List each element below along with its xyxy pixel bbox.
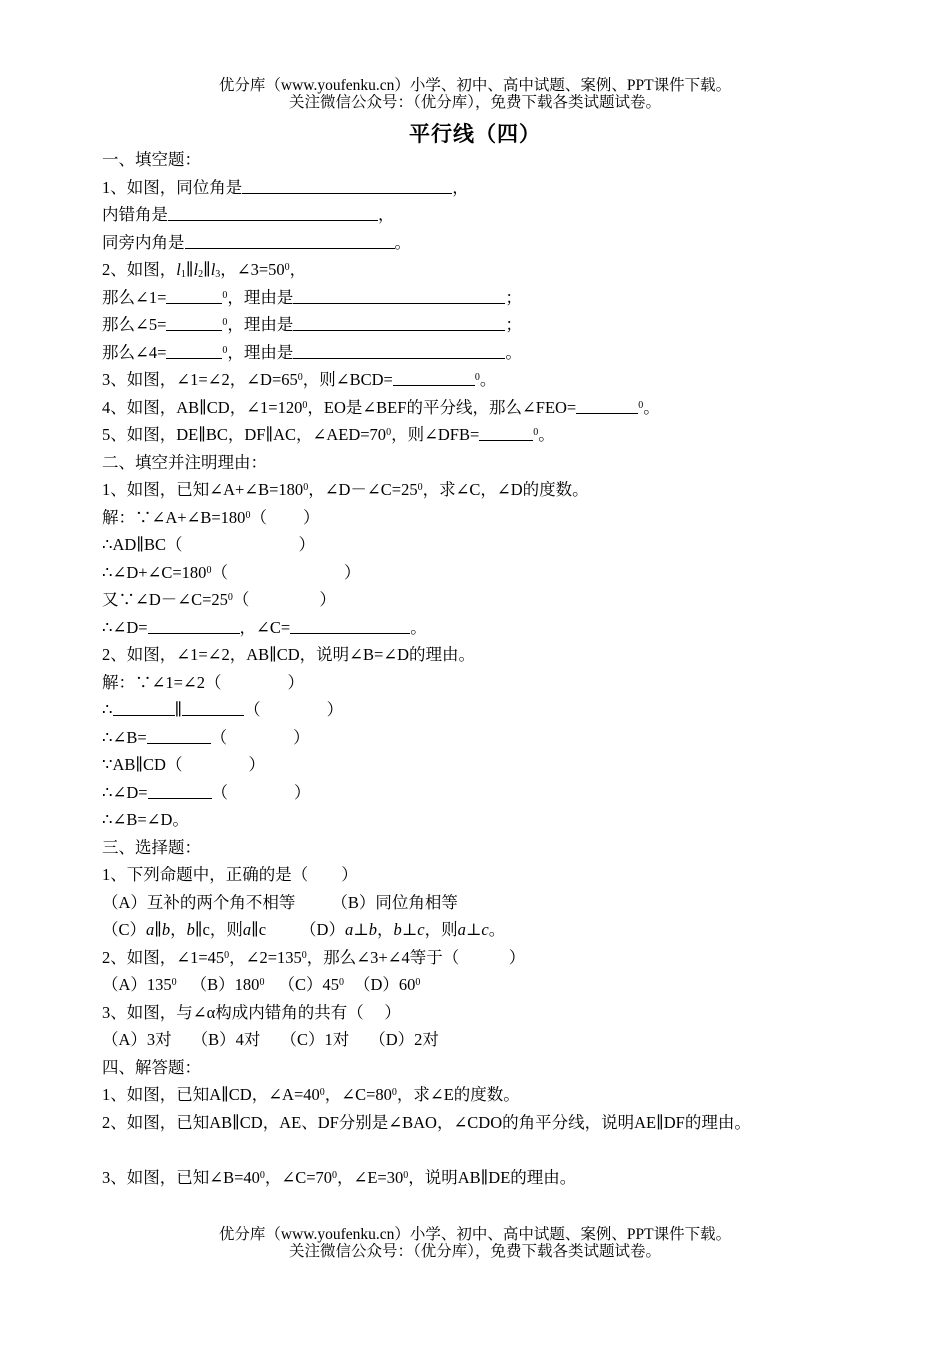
question-1-3: 3、如图，∠1=∠2，$\angle D=65^0$，则∠BCD= $^0$。 bbox=[102, 370, 497, 389]
answer-blank[interactable] bbox=[242, 177, 452, 194]
footer-line-1: 优分库（www.youfenku.cn）小学、初中、高中试题、案例、PPT课件下载。 bbox=[218, 1226, 732, 1243]
question-1-5: 5、如图，DE∥BC，DF∥AC，$\angle AED=70^0$，则∠DFB= $^0$。 bbox=[102, 425, 555, 444]
option-a[interactable]: $(A)135^0$ bbox=[102, 975, 177, 994]
answer-blank[interactable] bbox=[290, 617, 410, 634]
answer-blank[interactable] bbox=[148, 617, 240, 634]
solution-2-1-step-5: ∴∠D= ，∠C= 。 bbox=[102, 617, 427, 637]
question-1-2c: 那么∠4= $^0$，理由是 。 bbox=[102, 342, 522, 362]
solution-2-2-step-1: 解：∵∠1=∠2（ ） bbox=[102, 672, 304, 692]
page-header bbox=[0, 77, 950, 111]
question-1-4: 4、如图，AB∥CD，$\angle 1=120^0$，EO是∠BEF的平分线，那么∠FEO= $^0$。 bbox=[102, 397, 660, 417]
solution-2-2-step-5: ∴∠D= （ ） bbox=[102, 782, 311, 802]
answer-blank[interactable] bbox=[166, 342, 222, 359]
option-c[interactable]: （C）1对 bbox=[280, 1030, 350, 1049]
answer-blank[interactable] bbox=[185, 232, 395, 249]
question-2-1: 1、如图，已知$\angle A+\angle B=180^0$，$\angle D-\angle C=25^0$，求∠C，∠D的度数。 bbox=[102, 480, 589, 499]
question-1-1a: 1、如图，同位角是 ， bbox=[102, 177, 469, 197]
answer-blank[interactable] bbox=[166, 287, 222, 304]
solution-2-1-step-3: $\therefore\angle D+\angle C=180^0$（ ） bbox=[102, 562, 361, 582]
option-b[interactable]: $(B)180^0$ bbox=[190, 975, 265, 994]
answer-blank[interactable] bbox=[148, 782, 212, 799]
solution-2-2-step-3: ∴∠B= （ ） bbox=[102, 727, 310, 747]
solution-2-1-step-2: ∴AD∥BC（ ） bbox=[102, 535, 315, 554]
header-line-2: 关注微信公众号：（优分库），免费下载各类试题试卷。 bbox=[288, 94, 661, 111]
answer-blank[interactable] bbox=[293, 314, 505, 331]
option-b[interactable]: （B）4对 bbox=[191, 1030, 261, 1049]
section-4-heading: 四、解答题： bbox=[102, 1057, 201, 1077]
option-d[interactable]: $(D)60^0$ bbox=[353, 975, 421, 994]
question-3-2: 2、如图，$\angle 1=45^0$，$\angle 2=135^0$，那么∠3+∠4等于（ ） bbox=[102, 947, 526, 967]
question-2-2: 2、如图，∠1=∠2，AB∥CD，说明∠B=∠D的理由。 bbox=[102, 645, 476, 664]
page-title: 平行线（四） bbox=[409, 122, 541, 146]
worksheet-body bbox=[102, 146, 852, 1191]
answer-blank[interactable] bbox=[166, 314, 222, 331]
page-footer bbox=[0, 1226, 950, 1260]
question-1-1c: 同旁内角是 。 bbox=[102, 232, 411, 252]
question-3-1: 1、下列命题中，正确的是（ ） bbox=[102, 865, 358, 884]
question-4-3: 3、如图，已知$\angle B=40^0$，$\angle C=70^0$，$\angle E=30^0$，说明AB∥DE的理由。 bbox=[102, 1167, 577, 1187]
solution-2-1-step-4: 又$\because\angle D-\angle C=25^0$（ ） bbox=[102, 590, 336, 609]
question-3-2-options bbox=[102, 971, 852, 999]
answer-blank[interactable] bbox=[113, 699, 175, 716]
section-1-heading: 一、填空题： bbox=[102, 150, 201, 169]
solution-2-1-step-1: 解：$\because\angle A+\angle B=180^0$（ ） bbox=[102, 507, 320, 527]
option-c[interactable]: （C）a∥b，b∥c，则a∥c bbox=[102, 920, 267, 939]
option-d[interactable]: （D）a⊥b，b⊥c，则a⊥c。 bbox=[300, 920, 506, 939]
answer-blank[interactable] bbox=[182, 699, 244, 716]
option-d[interactable]: （D）2对 bbox=[369, 1030, 439, 1049]
answer-blank[interactable] bbox=[147, 727, 211, 744]
footer-line-2: 关注微信公众号：（优分库），免费下载各类试题试卷。 bbox=[288, 1243, 661, 1260]
question-1-2a: 那么∠1= $^0$，理由是 ； bbox=[102, 287, 522, 307]
option-b[interactable]: （B）同位角相等 bbox=[331, 892, 458, 912]
option-a[interactable]: （A）3对 bbox=[102, 1030, 172, 1049]
question-3-3-options bbox=[102, 1026, 852, 1054]
question-3-1-options-ab bbox=[102, 889, 852, 917]
answer-blank[interactable] bbox=[168, 204, 378, 221]
answer-blank[interactable] bbox=[479, 424, 533, 441]
question-3-3: 3、如图，与∠α构成内错角的共有（ ） bbox=[102, 1002, 401, 1022]
solution-2-2-step-2: ∴ ∥ （ ） bbox=[102, 700, 344, 719]
question-1-1b: 内错角是 ， bbox=[102, 205, 395, 224]
question-1-2b: 那么∠5= $^0$，理由是 ； bbox=[102, 315, 522, 334]
option-c[interactable]: $(C)45^0$ bbox=[278, 975, 344, 994]
answer-blank[interactable] bbox=[293, 287, 505, 304]
solution-2-2-step-4: ∵AB∥CD（ ） bbox=[102, 755, 265, 774]
question-1-2: 2、如图，$l_1\parallel l_2\parallel l_3$，$\angle 3=50^0$， bbox=[102, 260, 307, 280]
answer-blank[interactable] bbox=[293, 342, 505, 359]
answer-blank[interactable] bbox=[576, 397, 638, 414]
header-line-1: 优分库（www.youfenku.cn）小学、初中、高中试题、案例、PPT课件下载。 bbox=[218, 77, 732, 94]
section-3-heading: 三、选择题： bbox=[102, 837, 201, 857]
option-a[interactable]: （A）互补的两个角不相等 bbox=[102, 892, 296, 912]
solution-2-2-step-6: ∴∠B=∠D。 bbox=[102, 810, 189, 829]
answer-blank[interactable] bbox=[393, 369, 475, 386]
question-4-1: 1、如图，已知A∥CD，$\angle A=40^0$，$\angle C=80^0$，求∠E的度数。 bbox=[102, 1085, 520, 1104]
question-4-2: 2、如图，已知AB∥CD，AE、DF分别是∠BAO，∠CDO的角平分线，说明AE∥DF的理由。 bbox=[102, 1112, 751, 1132]
section-2-heading: 二、填空并注明理由： bbox=[102, 452, 267, 472]
question-3-1-options-cd bbox=[102, 916, 852, 944]
